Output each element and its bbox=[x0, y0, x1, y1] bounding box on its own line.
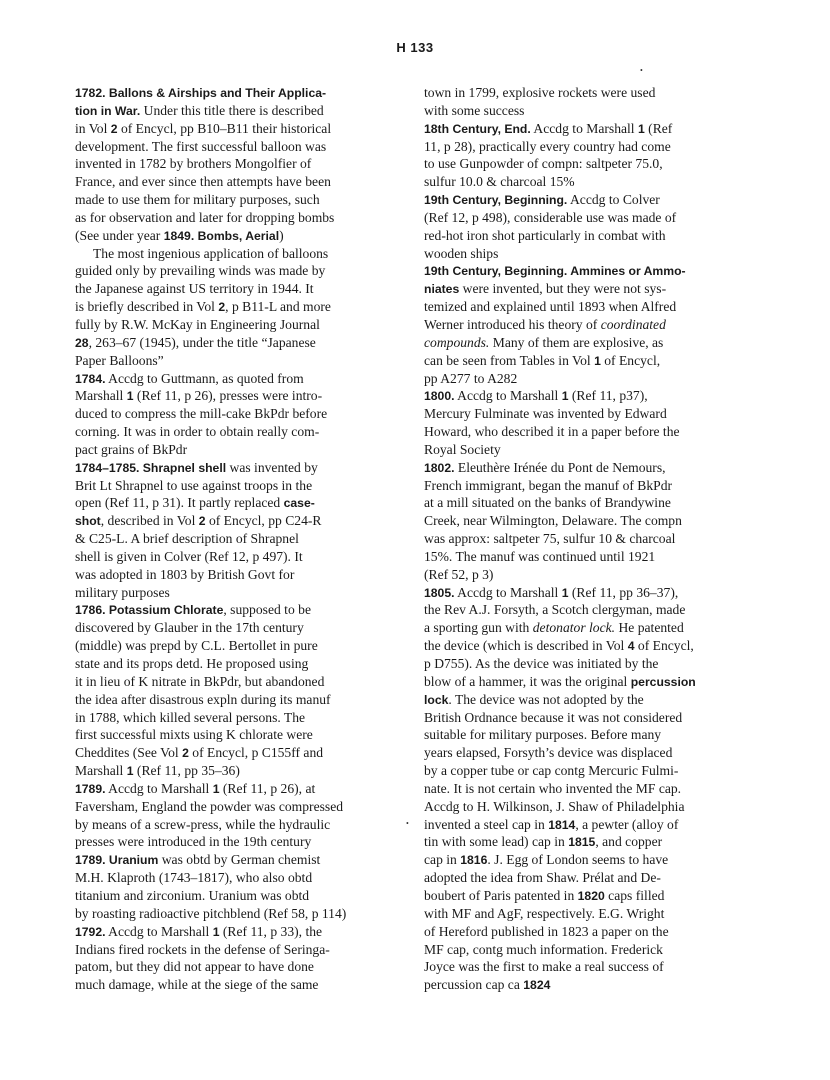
body-text: it in lieu of K nitrate in BkPdr, but abandoned bbox=[75, 673, 325, 689]
body-text: (Ref bbox=[644, 120, 673, 136]
text-line bbox=[75, 869, 375, 887]
body-text: was obtd by German chemist bbox=[158, 852, 321, 868]
bold-text: 1784. bbox=[75, 371, 106, 386]
body-text: by a copper tube or cap contg Mercuric Fulmi- bbox=[424, 763, 679, 779]
body-text: ) bbox=[279, 227, 284, 243]
body-text: first successful mixts using K chlorate were bbox=[75, 727, 313, 743]
text-line bbox=[75, 280, 375, 298]
body-text: (Ref 11, p37), bbox=[568, 388, 648, 404]
print-speck: • bbox=[406, 819, 409, 828]
text-line bbox=[424, 816, 736, 834]
bold-text: 1 bbox=[212, 781, 220, 796]
bold-text: 1820 bbox=[577, 888, 605, 903]
body-text: Under this title there is described bbox=[140, 102, 324, 118]
bold-text: Ballons & Airships and Their Applica- bbox=[108, 86, 327, 100]
body-text: guided only by prevailing winds was made by bbox=[75, 263, 326, 279]
bold-text: 2 bbox=[110, 121, 118, 136]
body-text: by means of a screw-press, while the hydraulic bbox=[75, 816, 331, 832]
text-line bbox=[75, 120, 375, 138]
body-text: was invented by bbox=[226, 459, 318, 475]
body-text: of Encycl, p C155ff and bbox=[188, 745, 324, 761]
body-text: with some success bbox=[424, 102, 525, 118]
body-text: 15%. The manuf was continued until 1921 bbox=[424, 548, 656, 564]
text-line bbox=[424, 887, 736, 905]
text-line bbox=[75, 477, 375, 495]
bold-text: 1815 bbox=[568, 835, 596, 850]
body-text: Accdg to Marshall bbox=[454, 584, 562, 600]
text-line bbox=[75, 370, 375, 388]
body-text: . J. Egg of London seems to have bbox=[487, 852, 669, 868]
bold-text: 1782. bbox=[75, 86, 106, 100]
bold-text: Uranium bbox=[108, 853, 159, 868]
text-line bbox=[424, 548, 736, 566]
body-text: the Rev A.J. Forsyth, a Scotch clergyman, made bbox=[424, 602, 686, 618]
text-line bbox=[424, 494, 736, 512]
body-text: Accdg to Guttmann, as quoted from bbox=[105, 370, 304, 386]
bold-text: Shrapnel shell bbox=[142, 460, 227, 475]
body-text: of Encycl, bbox=[634, 638, 694, 654]
body-text: by roasting radioactive pitchblend (Ref 58, p 114) bbox=[75, 905, 347, 921]
text-line bbox=[424, 262, 736, 280]
bold-text: 18th Century, End. bbox=[424, 121, 531, 136]
body-text: the device (which is described in Vol bbox=[424, 638, 628, 654]
text-line bbox=[75, 637, 375, 655]
body-text: Indians fired rockets in the defense of Seringa- bbox=[75, 941, 330, 957]
text-line bbox=[75, 530, 375, 548]
text-line bbox=[75, 387, 375, 405]
bold-text: tion in War. bbox=[75, 103, 141, 118]
text-line bbox=[75, 851, 375, 869]
text-line bbox=[424, 334, 736, 352]
text-line bbox=[424, 941, 736, 959]
body-text: Faversham, England the powder was compressed bbox=[75, 798, 344, 814]
body-text: Many of them are explosive, as bbox=[489, 334, 664, 350]
body-text: Eleuthère Irénée du Pont de Nemours, bbox=[454, 459, 666, 475]
body-text: patom, but they did not appear to have done bbox=[75, 959, 314, 975]
body-text: nate. It is not certain who invented the MF cap. bbox=[424, 780, 682, 796]
text-line bbox=[75, 262, 375, 280]
bold-text: 1 bbox=[594, 353, 601, 368]
body-text: percussion cap ca bbox=[424, 977, 524, 993]
body-text: presses were introduced in the 19th century bbox=[75, 834, 312, 850]
text-line bbox=[75, 744, 375, 762]
text-line bbox=[424, 316, 736, 334]
bold-text: 1 bbox=[126, 389, 134, 404]
text-line bbox=[75, 423, 375, 441]
text-line bbox=[75, 619, 375, 637]
body-text: discovered by Glauber in the 17th century bbox=[75, 620, 304, 636]
text-line bbox=[424, 798, 736, 816]
text-line bbox=[75, 102, 375, 120]
text-line bbox=[424, 477, 736, 495]
text-line bbox=[424, 227, 736, 245]
text-line bbox=[75, 316, 375, 334]
bold-text: case- bbox=[283, 496, 315, 511]
body-text: British Ordnance because it was not considered bbox=[424, 709, 683, 725]
text-line bbox=[424, 905, 736, 923]
text-line bbox=[75, 816, 375, 834]
body-text: sulfur 10.0 & charcoal 15% bbox=[424, 174, 575, 190]
body-text: of Hereford published in 1823 a paper on the bbox=[424, 923, 669, 939]
text-line bbox=[424, 102, 736, 120]
body-text: duced to compress the mill-cake BkPdr before bbox=[75, 406, 328, 422]
text-line bbox=[75, 191, 375, 209]
bold-text: 1789. bbox=[75, 781, 106, 796]
body-text: Mercury Fulminate was invented by Edward bbox=[424, 406, 667, 422]
text-line bbox=[424, 298, 736, 316]
text-line bbox=[75, 798, 375, 816]
body-text: (Ref 52, p 3) bbox=[424, 566, 494, 582]
bold-text: 2 bbox=[198, 514, 206, 529]
body-text: as for observation and later for dropping bombs bbox=[75, 209, 335, 225]
text-line bbox=[75, 566, 375, 584]
text-line bbox=[424, 209, 736, 227]
bold-text: 1802. bbox=[424, 460, 455, 475]
italic-text: coordinated bbox=[600, 316, 666, 332]
text-line bbox=[75, 941, 375, 959]
text-line bbox=[75, 655, 375, 673]
bold-text: 1784–1785. bbox=[75, 460, 140, 475]
text-line bbox=[424, 84, 736, 102]
text-line bbox=[75, 601, 375, 619]
bold-text: 1 bbox=[126, 764, 134, 779]
body-text: state and its props detd. He proposed using bbox=[75, 656, 309, 671]
body-text: can be seen from Tables in Vol bbox=[424, 352, 595, 368]
body-text: Paper Balloons” bbox=[75, 352, 164, 368]
text-line bbox=[424, 566, 736, 584]
text-line bbox=[75, 905, 375, 923]
bold-text: 2 bbox=[218, 300, 226, 315]
body-text: much damage, while at the siege of the same bbox=[75, 977, 319, 993]
text-line bbox=[75, 245, 375, 263]
bold-text: niates bbox=[424, 282, 460, 297]
body-text: is briefly described in Vol bbox=[75, 299, 219, 315]
body-text: temized and explained until 1893 when Alfred bbox=[424, 299, 677, 315]
body-text: France, and ever since then attempts have been bbox=[75, 174, 331, 190]
text-line bbox=[75, 298, 375, 316]
text-line bbox=[75, 138, 375, 156]
body-text: development. The first successful balloon was bbox=[75, 138, 327, 154]
text-line bbox=[424, 280, 736, 298]
bold-text: lock bbox=[424, 692, 449, 707]
body-text: , a pewter (alloy of bbox=[575, 816, 679, 832]
body-text: Marshall bbox=[75, 763, 127, 779]
bold-text: 19th Century, Beginning. Ammines or Ammo- bbox=[424, 264, 686, 279]
body-text: French immigrant, began the manuf of BkPdr bbox=[424, 477, 673, 493]
body-text: (Ref 11, p 33), the bbox=[219, 923, 323, 939]
text-line bbox=[424, 155, 736, 173]
body-text: , 263–67 (1945), under the title “Japanese bbox=[88, 334, 316, 350]
body-text: pact grains of BkPdr bbox=[75, 441, 188, 457]
body-text: open (Ref 11, p 31). It partly replaced bbox=[75, 495, 284, 511]
text-line bbox=[424, 869, 736, 887]
body-text: , p B11-L and more bbox=[225, 299, 331, 315]
text-line bbox=[424, 120, 736, 138]
text-line bbox=[424, 245, 736, 263]
body-text: MF cap, contg much information. Frederick bbox=[424, 941, 663, 957]
body-text: Werner introduced his theory of bbox=[424, 316, 601, 332]
body-text: military purposes bbox=[75, 584, 170, 600]
bold-text: 1792. bbox=[75, 924, 106, 939]
body-text: of Encycl, pp C24-R bbox=[205, 513, 322, 529]
body-text: Accdg to Marshall bbox=[530, 120, 638, 136]
text-line bbox=[75, 726, 375, 744]
body-text: (middle) was prepd by C.L. Bertollet in pure bbox=[75, 638, 318, 654]
print-speck: • bbox=[640, 66, 643, 75]
bold-text: 1 bbox=[637, 121, 645, 136]
bold-text: 1 bbox=[561, 389, 569, 404]
text-line bbox=[75, 976, 375, 994]
text-line bbox=[424, 387, 736, 405]
bold-text: 1816 bbox=[460, 853, 488, 868]
text-line bbox=[75, 958, 375, 976]
text-line bbox=[75, 584, 375, 602]
body-text: shell is given in Colver (Ref 12, p 497). It bbox=[75, 548, 303, 564]
text-line bbox=[75, 494, 375, 512]
body-text: p D755). As the device was initiated by the bbox=[424, 656, 659, 671]
text-line bbox=[75, 512, 375, 530]
text-line bbox=[424, 619, 736, 637]
body-text: Accdg to Marshall bbox=[105, 923, 213, 939]
body-text: adopted the idea from Shaw. Prélat and De- bbox=[424, 870, 661, 886]
text-line bbox=[75, 709, 375, 727]
body-text: boubert of Paris patented in bbox=[424, 887, 578, 903]
text-line bbox=[75, 673, 375, 691]
bold-text: percussion bbox=[630, 674, 696, 689]
body-text: at a mill situated on the banks of Brandywine bbox=[424, 495, 671, 511]
body-text: & C25-L. A brief description of Shrapnel bbox=[75, 531, 299, 547]
text-line bbox=[75, 459, 375, 477]
text-line bbox=[424, 405, 736, 423]
body-text: titanium and zirconium. Uranium was obtd bbox=[75, 887, 310, 903]
body-text: The most ingenious application of balloons bbox=[93, 245, 329, 261]
text-line bbox=[424, 673, 736, 691]
text-line bbox=[75, 762, 375, 780]
text-line bbox=[424, 173, 736, 191]
text-line bbox=[75, 173, 375, 191]
page-number: H 133 bbox=[396, 40, 434, 55]
bold-text: 28 bbox=[75, 335, 89, 350]
text-line bbox=[75, 887, 375, 905]
text-line bbox=[424, 530, 736, 548]
body-text: wooden ships bbox=[424, 245, 499, 261]
body-text: with MF and AgF, respectively. E.G. Wright bbox=[424, 905, 665, 921]
text-line bbox=[75, 780, 375, 798]
text-line bbox=[424, 423, 736, 441]
body-text: was adopted in 1803 by British Govt for bbox=[75, 566, 295, 582]
right-column bbox=[424, 84, 736, 994]
body-text: cap in bbox=[424, 852, 461, 868]
text-line bbox=[424, 851, 736, 869]
text-line bbox=[424, 459, 736, 477]
text-line bbox=[424, 441, 736, 459]
text-line bbox=[424, 601, 736, 619]
body-text: a sporting gun with bbox=[424, 620, 533, 636]
body-text: Cheddites (See Vol bbox=[75, 745, 183, 761]
body-text: He patented bbox=[615, 620, 684, 636]
body-text: Accdg to H. Wilkinson, J. Shaw of Philadelphia bbox=[424, 798, 685, 814]
bold-text: 1849. Bombs, Aerial bbox=[163, 228, 280, 243]
text-line bbox=[75, 548, 375, 566]
body-text: in Vol bbox=[75, 120, 111, 136]
body-text: (Ref 11, p 26), at bbox=[219, 780, 316, 796]
body-text: Accdg to Marshall bbox=[454, 388, 562, 404]
body-text: Accdg to Marshall bbox=[105, 780, 213, 796]
body-text: fully by R.W. McKay in Engineering Journal bbox=[75, 316, 320, 332]
body-text: corning. It was in order to obtain really com- bbox=[75, 424, 320, 440]
body-text: (Ref 12, p 498), considerable use was made of bbox=[424, 209, 677, 225]
bold-text: 1 bbox=[561, 585, 569, 600]
body-text: pp A277 to A282 bbox=[424, 370, 518, 386]
bold-text: 1789. bbox=[75, 853, 106, 868]
bold-text: 1824 bbox=[523, 978, 551, 993]
bold-text: 2 bbox=[182, 746, 189, 761]
body-text: suitable for military purposes. Before many bbox=[424, 727, 662, 743]
text-line bbox=[75, 84, 375, 102]
body-text: blow of a hammer, it was the original bbox=[424, 673, 631, 689]
body-text: invented a steel cap in bbox=[424, 816, 549, 832]
text-line bbox=[75, 155, 375, 173]
body-text: caps filled bbox=[604, 887, 665, 903]
body-text: of Encycl, bbox=[600, 352, 661, 368]
text-line bbox=[424, 637, 736, 655]
bold-text: 1800. bbox=[424, 389, 455, 404]
body-text: in 1788, which killed several persons. The bbox=[75, 709, 306, 725]
body-text: Creek, near Wilmington, Delaware. The compn bbox=[424, 513, 682, 529]
body-text: red-hot iron shot particularly in combat with bbox=[424, 227, 666, 243]
text-line bbox=[424, 138, 736, 156]
body-text: (See under year bbox=[75, 227, 164, 243]
text-line bbox=[75, 833, 375, 851]
text-line bbox=[424, 352, 736, 370]
body-text: (Ref 11, pp 35–36) bbox=[133, 763, 240, 779]
body-text: Howard, who described it in a paper before the bbox=[424, 424, 680, 440]
text-line bbox=[424, 370, 736, 388]
body-text: Royal Society bbox=[424, 441, 501, 457]
text-line bbox=[75, 441, 375, 459]
body-text: tin with some lead) cap in bbox=[424, 834, 569, 850]
left-column bbox=[75, 84, 375, 994]
text-line bbox=[424, 512, 736, 530]
body-text: Brit Lt Shrapnel to use against troops in the bbox=[75, 477, 313, 493]
body-text: , and copper bbox=[595, 834, 663, 850]
body-text: M.H. Klaproth (1743–1817), who also obtd bbox=[75, 870, 313, 886]
body-text: to use Gunpowder of compn: saltpeter 75.0, bbox=[424, 156, 663, 172]
body-text: , described in Vol bbox=[100, 513, 199, 529]
body-text: invented in 1782 by brothers Mongolfier of bbox=[75, 156, 312, 172]
text-line bbox=[424, 923, 736, 941]
bold-text: 19th Century, Beginning. bbox=[424, 193, 568, 208]
bold-text: 1 bbox=[212, 924, 220, 939]
body-text: Marshall bbox=[75, 388, 127, 404]
text-line bbox=[424, 584, 736, 602]
body-text: town in 1799, explosive rockets were used bbox=[424, 85, 656, 100]
italic-text: compounds. bbox=[424, 334, 490, 350]
text-line bbox=[424, 833, 736, 851]
text-line bbox=[75, 405, 375, 423]
body-text: was approx: saltpeter 75, sulfur 10 & charcoal bbox=[424, 531, 676, 547]
bold-text: 1814 bbox=[548, 817, 576, 832]
text-line bbox=[424, 976, 736, 994]
text-line bbox=[75, 209, 375, 227]
body-text: (Ref 11, p 26), presses were intro- bbox=[133, 388, 323, 404]
text-line bbox=[75, 334, 375, 352]
text-line bbox=[424, 655, 736, 673]
text-line bbox=[424, 744, 736, 762]
body-text: , supposed to be bbox=[223, 602, 311, 618]
bold-text: 4 bbox=[627, 639, 635, 654]
text-line bbox=[75, 923, 375, 941]
text-line bbox=[75, 227, 375, 245]
text-line bbox=[424, 726, 736, 744]
text-line bbox=[424, 709, 736, 727]
text-line bbox=[424, 191, 736, 209]
bold-text: 1786. bbox=[75, 603, 106, 618]
body-text: Joyce was the first to make a real success of bbox=[424, 959, 664, 975]
body-text: the idea after disastrous expln during its manuf bbox=[75, 691, 331, 707]
text-line bbox=[424, 780, 736, 798]
italic-text: detonator lock. bbox=[532, 620, 616, 636]
body-text: the Japanese against US territory in 1944. It bbox=[75, 281, 314, 297]
bold-text: Potassium Chlorate bbox=[108, 603, 224, 618]
text-line bbox=[424, 762, 736, 780]
body-text: of Encycl, pp B10–B11 their historical bbox=[117, 120, 332, 136]
text-line bbox=[424, 958, 736, 976]
text-line bbox=[75, 691, 375, 709]
text-line bbox=[424, 691, 736, 709]
body-text: (Ref 11, pp 36–37), bbox=[568, 584, 679, 600]
body-text: Accdg to Colver bbox=[567, 192, 660, 208]
bold-text: shot bbox=[75, 514, 101, 529]
body-text: years elapsed, Forsyth’s device was displaced bbox=[424, 745, 673, 761]
body-text: were invented, but they were not sys- bbox=[459, 281, 667, 297]
text-line bbox=[75, 352, 375, 370]
body-text: 11, p 28), practically every country had come bbox=[424, 138, 671, 154]
body-text: . The device was not adopted by the bbox=[448, 691, 644, 707]
body-text: made to use them for military purposes, such bbox=[75, 192, 320, 208]
bold-text: 1805. bbox=[424, 585, 455, 600]
